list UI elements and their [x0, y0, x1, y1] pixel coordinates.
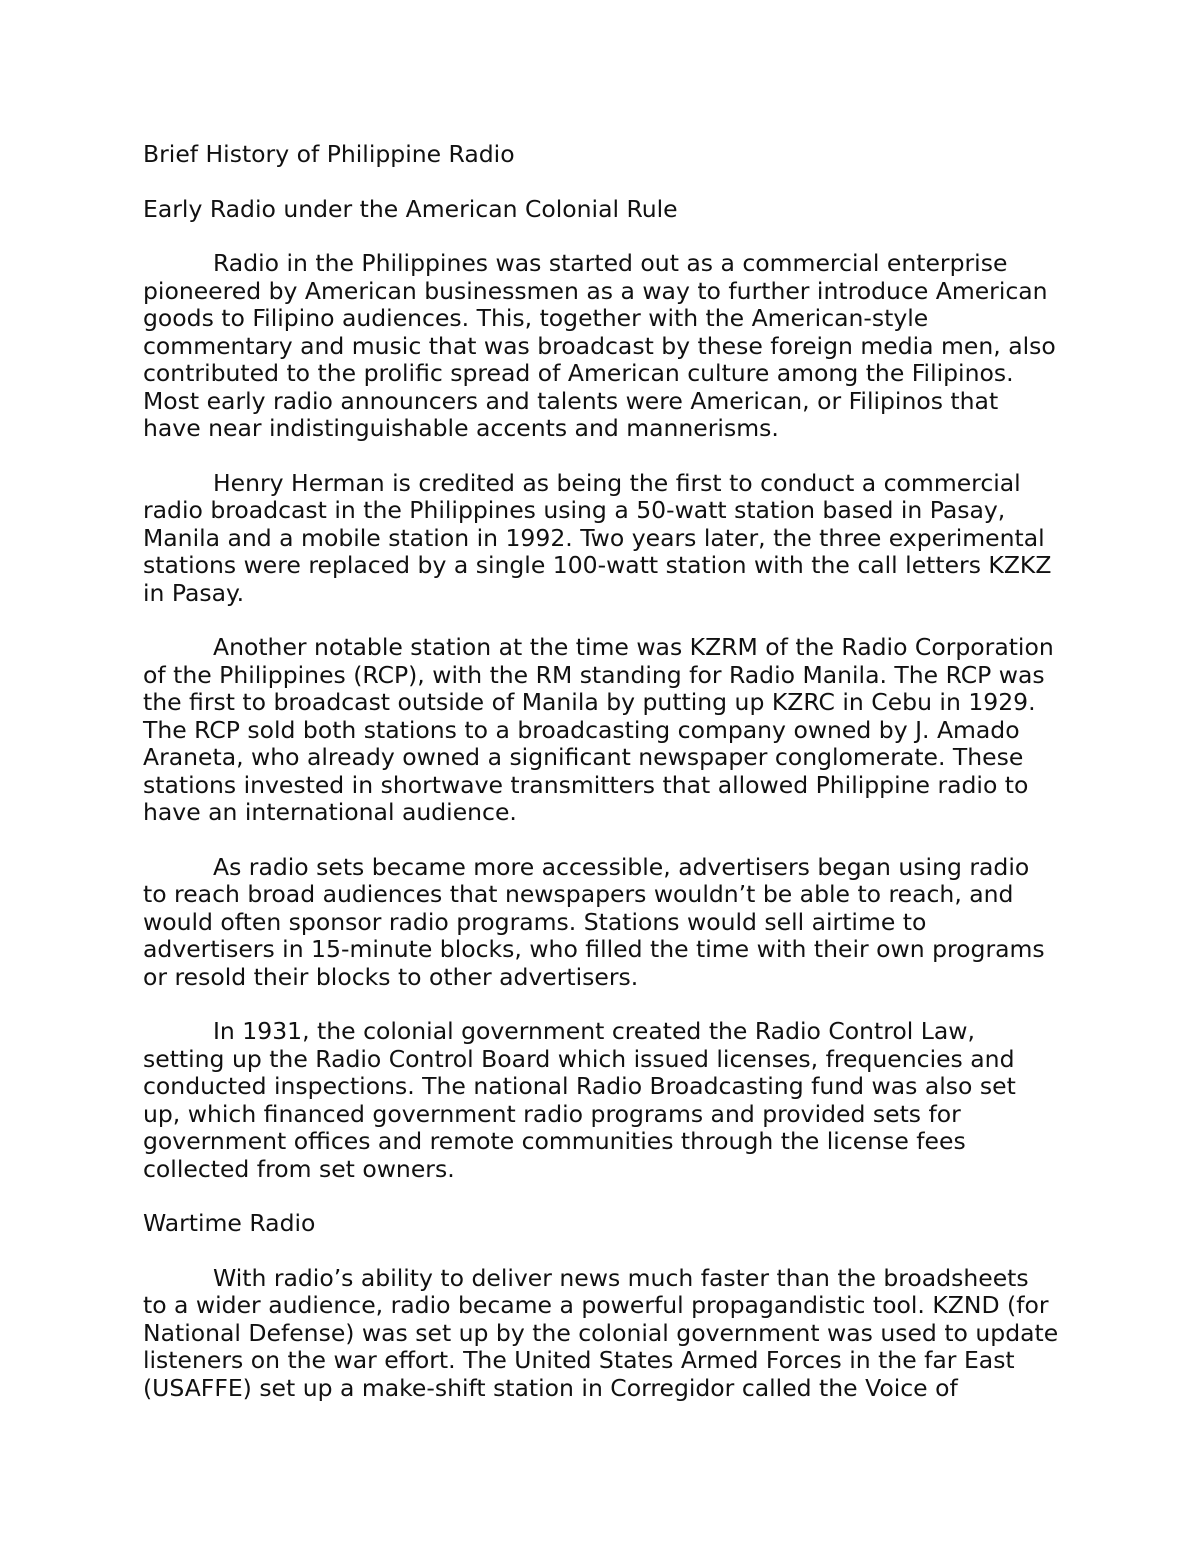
- paragraph-line: radio broadcast in the Philippines using a 50-watt station based in Pasay,: [143, 496, 1006, 524]
- paragraph-line: The RCP sold both stations to a broadcasting company owned by J. Amado: [143, 715, 1020, 744]
- paragraph-line: Araneta, who already owned a significant newspaper conglomerate. These: [143, 743, 1024, 771]
- paragraph-line: Most early radio announcers and talents were American, or Filipinos that: [143, 386, 999, 415]
- paragraph-line: have an international audience.: [143, 798, 517, 826]
- paragraph-line: With radio’s ability to deliver news much faster than the broadsheets: [213, 1263, 1029, 1292]
- paragraph-line: In 1931, the colonial government created the Radio Control Law,: [213, 1017, 975, 1045]
- paragraph-line: in Pasay.: [143, 578, 245, 607]
- section-heading: Early Radio under the American Colonial Rule: [143, 194, 678, 223]
- paragraph-line: setting up the Radio Control Board which issued licenses, frequencies and: [143, 1044, 1015, 1073]
- paragraph-line: would often sponsor radio programs. Stations would sell airtime to: [143, 907, 927, 936]
- paragraph-line: listeners on the war effort. The United States Armed Forces in the far East: [143, 1346, 1015, 1374]
- paragraph-line: National Defense) was set up by the colonial government was used to update: [143, 1318, 1059, 1347]
- paragraph-line: pioneered by American businessmen as a way to further introduce American: [143, 276, 1048, 305]
- paragraph-line: have near indistinguishable accents and mannerisms.: [143, 414, 779, 442]
- paragraph-line: As radio sets became more accessible, advertisers began using radio: [213, 852, 1030, 881]
- document-body: [143, 141, 1073, 1429]
- paragraph-line: conducted inspections. The national Radio Broadcasting fund was also set: [143, 1072, 1016, 1100]
- document-title: Brief History of Philippine Radio: [143, 140, 515, 168]
- section-heading: Wartime Radio: [143, 1209, 316, 1237]
- paragraph: [143, 854, 1073, 992]
- paragraph-line: collected from set owners.: [143, 1154, 455, 1183]
- paragraph-line: commentary and music that was broadcast by these foreign media men, also: [143, 331, 1056, 360]
- paragraph: [143, 1265, 1073, 1403]
- paragraph-line: advertisers in 15-minute blocks, who filled the time with their own programs: [143, 935, 1045, 963]
- paragraph-line: goods to Filipino audiences. This, together with the American-style: [143, 304, 929, 332]
- paragraph-line: stations were replaced by a single 100-watt station with the call letters KZKZ: [143, 551, 1052, 579]
- paragraph-line: stations invested in shortwave transmitters that allowed Philippine radio to: [143, 770, 1029, 799]
- paragraph-line: Radio in the Philippines was started out as a commercial enterprise: [213, 249, 1008, 277]
- paragraph-line: contributed to the prolific spread of American culture among the Filipinos.: [143, 359, 1014, 387]
- paragraph: [143, 1018, 1073, 1183]
- document-sections: [143, 196, 1073, 1403]
- paragraph-line: up, which financed government radio programs and provided sets for: [143, 1099, 961, 1128]
- paragraph-line: or resold their blocks to other advertisers.: [143, 962, 639, 991]
- paragraph-line: Henry Herman is credited as being the first to conduct a commercial: [213, 468, 1021, 497]
- paragraph: [143, 634, 1073, 827]
- paragraph-line: of the Philippines (RCP), with the RM standing for Radio Manila. The RCP was: [143, 660, 1045, 689]
- paragraph-line: to reach broad audiences that newspapers wouldn’t be able to reach, and: [143, 880, 1014, 908]
- paragraph-line: Another notable station at the time was KZRM of the Radio Corporation: [213, 633, 1054, 661]
- paragraph-line: to a wider audience, radio became a powerful propagandistic tool. KZND (for: [143, 1291, 1049, 1319]
- paragraph: [143, 470, 1073, 608]
- paragraph: [143, 250, 1073, 443]
- paragraph-line: government offices and remote communities through the license fees: [143, 1127, 966, 1155]
- paragraph-line: the first to broadcast outside of Manila by putting up KZRC in Cebu in 1929.: [143, 688, 1036, 716]
- paragraph-line: (USAFFE) set up a make-shift station in Corregidor called the Voice of: [143, 1373, 958, 1402]
- paragraph-line: Manila and a mobile station in 1992. Two years later, the three experimental: [143, 523, 1045, 552]
